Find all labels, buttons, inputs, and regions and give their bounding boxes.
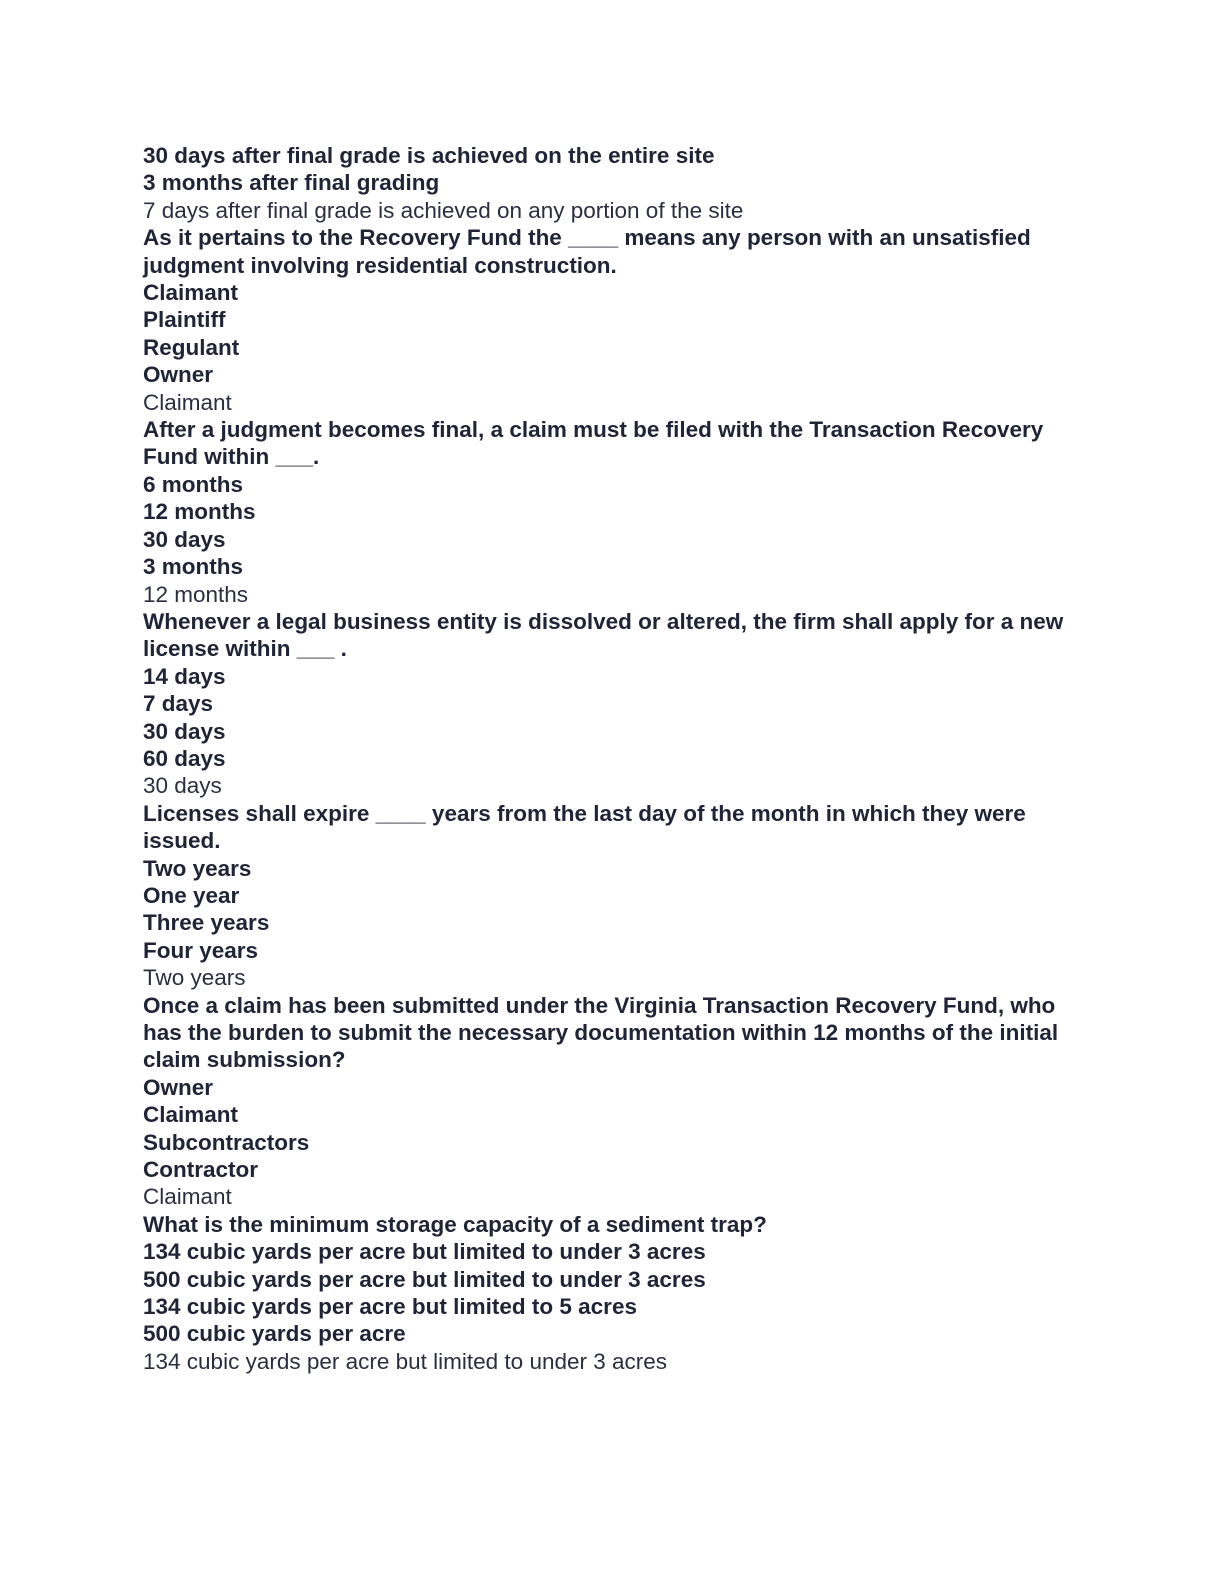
document-page — [143, 142, 1083, 1375]
question-text: What is the minimum storage capacity of a sediment trap? — [143, 1211, 767, 1237]
option-text: Two years — [143, 855, 252, 881]
option-text: Plaintiff — [143, 307, 226, 333]
question-text: Licenses shall expire ____ years from the last day of the month in which they were issued. — [143, 800, 1026, 854]
option-text: 134 cubic yards per acre but limited to under 3 acres — [143, 1239, 706, 1265]
option-text: 30 days after final grade is achieved on the entire site — [143, 143, 715, 168]
question-text: Once a claim has been submitted under the Virginia Transaction Recovery Fund, who has the burden to submit the necessary documentation within 12 months of the initial claim submission? — [143, 992, 1059, 1073]
answer-text: 134 cubic yards per acre but limited to under 3 acres — [143, 1348, 668, 1374]
option-text: 6 months — [143, 471, 244, 497]
question-block — [143, 416, 1083, 608]
option-text: 7 days — [143, 691, 214, 717]
question-block — [143, 224, 1083, 416]
option-text: 14 days — [143, 663, 226, 689]
option-text: 134 cubic yards per acre but limited to 5 acres — [143, 1294, 637, 1320]
question-block — [143, 1211, 1083, 1375]
question-text: After a judgment becomes final, a claim must be filed with the Transaction Recovery Fund within ___. — [143, 417, 1044, 470]
option-text: Subcontractors — [143, 1129, 310, 1155]
option-text: Claimant — [143, 1102, 239, 1128]
option-text: Owner — [143, 362, 214, 388]
answer-text: 12 months — [143, 581, 249, 607]
question-text: Whenever a legal business entity is dissolved or altered, the firm shall apply for a new license within ___ . — [143, 608, 1064, 662]
question-text: As it pertains to the Recovery Fund the ____ means any person with an unsatisfied judgment involving residential construction. — [143, 225, 1031, 278]
answer-text: Claimant — [143, 1184, 232, 1210]
question-block — [143, 608, 1083, 800]
question-block — [143, 800, 1083, 992]
option-text: 3 months after final grading — [143, 170, 440, 196]
option-text: One year — [143, 882, 240, 908]
answer-text: 7 days after final grade is achieved on any portion of the site — [143, 197, 744, 223]
option-text: Owner — [143, 1074, 214, 1100]
option-text: 60 days — [143, 745, 226, 771]
option-text: Claimant — [143, 280, 239, 306]
answer-text: 30 days — [143, 773, 222, 799]
option-text: 3 months — [143, 554, 244, 580]
option-text: 12 months — [143, 499, 256, 525]
question-block — [143, 992, 1083, 1211]
option-text: 500 cubic yards per acre — [143, 1321, 406, 1347]
option-text: Three years — [143, 910, 270, 936]
option-text: Contractor — [143, 1157, 259, 1183]
option-text: 30 days — [143, 718, 226, 744]
answer-text: Two years — [143, 965, 246, 991]
option-text: 30 days — [143, 526, 226, 552]
option-text: 500 cubic yards per acre but limited to under 3 acres — [143, 1266, 706, 1292]
option-text: Four years — [143, 937, 259, 963]
answer-text: Claimant — [143, 389, 232, 415]
option-text: Regulant — [143, 334, 240, 360]
